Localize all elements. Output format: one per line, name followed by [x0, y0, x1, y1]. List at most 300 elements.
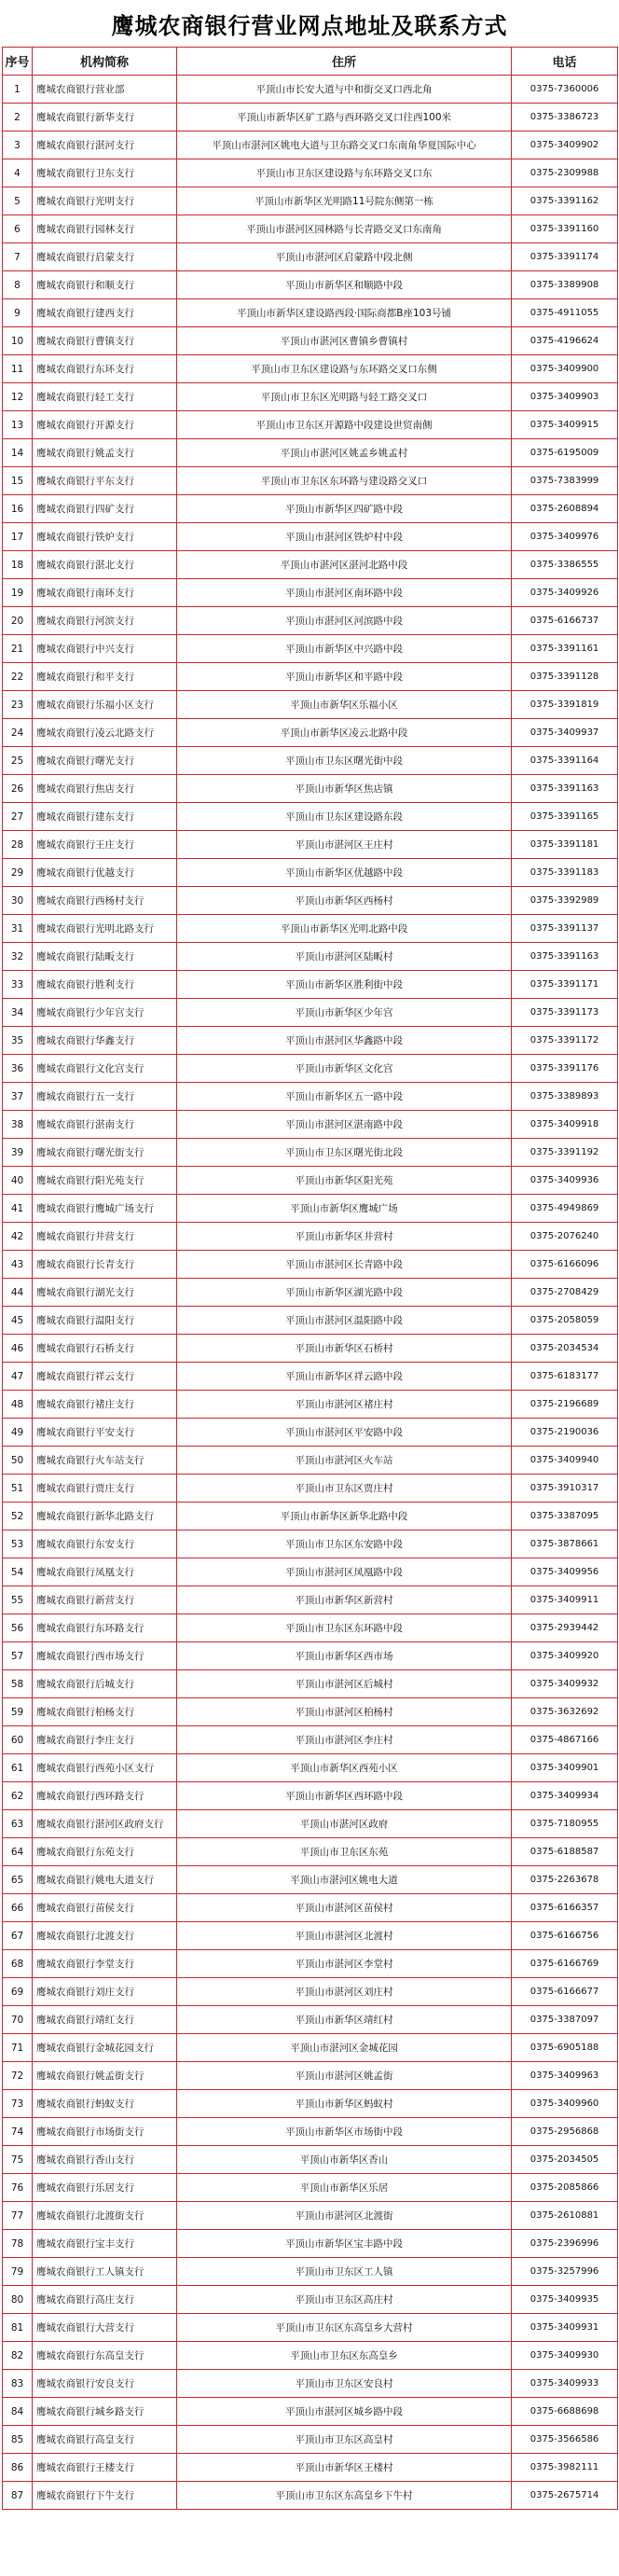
cell-branch-name: 鹰城农商银行优越支行 — [33, 859, 177, 887]
table-row — [3, 579, 618, 607]
table-row — [3, 2482, 618, 2510]
branch-table — [2, 47, 618, 2510]
cell-address: 平顶山市卫东区东环路与建设路交叉口 — [177, 467, 512, 495]
cell-index: 7 — [3, 243, 33, 271]
table-row — [3, 271, 618, 299]
cell-address: 平顶山市新华区和顺路中段 — [177, 271, 512, 299]
table-row — [3, 2006, 618, 2034]
cell-phone: 0375-2034534 — [512, 1335, 618, 1363]
cell-phone: 0375-3391192 — [512, 1139, 618, 1167]
cell-address: 平顶山市湛河区火车站 — [177, 1447, 512, 1475]
cell-address: 平顶山市湛河区城乡路中段 — [177, 2398, 512, 2426]
cell-index: 42 — [3, 1223, 33, 1251]
table-row — [3, 159, 618, 187]
cell-address: 平顶山市新华区宝丰路中段 — [177, 2230, 512, 2258]
table-row — [3, 1447, 618, 1475]
cell-address: 平顶山市新华区乐福小区 — [177, 691, 512, 719]
cell-branch-name: 鹰城农商银行火车站支行 — [33, 1447, 177, 1475]
cell-address: 平顶山市新华区文化宫 — [177, 1055, 512, 1083]
cell-branch-name: 鹰城农商银行井营支行 — [33, 1223, 177, 1251]
cell-branch-name: 鹰城农商银行北渡支行 — [33, 1922, 177, 1950]
cell-index: 58 — [3, 1670, 33, 1698]
cell-branch-name: 鹰城农商银行安良支行 — [33, 2370, 177, 2398]
cell-address: 平顶山市卫东区高皇村 — [177, 2426, 512, 2454]
cell-branch-name: 鹰城农商银行湛河区政府支行 — [33, 1810, 177, 1838]
cell-address: 平顶山市新华区焦店镇 — [177, 775, 512, 803]
cell-address: 平顶山市湛河区李庄村 — [177, 1726, 512, 1754]
page-title: 鹰城农商银行营业网点地址及联系方式 — [111, 12, 508, 39]
cell-address: 平顶山市湛河区姚孟乡姚孟村 — [177, 439, 512, 467]
cell-index: 71 — [3, 2034, 33, 2062]
cell-phone: 0375-3409937 — [512, 719, 618, 747]
cell-address: 平顶山市新华区建设路西段·国际商都B座103号铺 — [177, 299, 512, 327]
cell-address: 平顶山市新华区阳光苑 — [177, 1167, 512, 1195]
cell-address: 平顶山市新华区市场街中段 — [177, 2118, 512, 2146]
cell-branch-name: 鹰城农商银行工人镇支行 — [33, 2258, 177, 2286]
cell-branch-name: 鹰城农商银行五一支行 — [33, 1083, 177, 1111]
table-row — [3, 355, 618, 383]
cell-index: 72 — [3, 2062, 33, 2090]
cell-phone: 0375-3391160 — [512, 215, 618, 243]
cell-phone: 0375-3391128 — [512, 663, 618, 691]
cell-index: 35 — [3, 1027, 33, 1055]
table-row — [3, 411, 618, 439]
cell-branch-name: 鹰城农商银行凤凰支行 — [33, 1558, 177, 1586]
cell-address: 平顶山市湛河区启蒙路中段北侧 — [177, 243, 512, 271]
cell-address: 平顶山市新华区西杨村 — [177, 887, 512, 915]
cell-address: 平顶山市新华区鹰城广场 — [177, 1195, 512, 1223]
cell-branch-name: 鹰城农商银行鹰城广场支行 — [33, 1195, 177, 1223]
cell-index: 77 — [3, 2202, 33, 2230]
cell-branch-name: 鹰城农商银行金城花园支行 — [33, 2034, 177, 2062]
cell-address: 平顶山市湛河区柏杨村 — [177, 1698, 512, 1726]
cell-index: 33 — [3, 971, 33, 999]
cell-index: 78 — [3, 2230, 33, 2258]
table-row — [3, 1782, 618, 1810]
cell-phone: 0375-4949869 — [512, 1195, 618, 1223]
table-row — [3, 1670, 618, 1698]
cell-index: 4 — [3, 159, 33, 187]
cell-phone: 0375-6166677 — [512, 1978, 618, 2006]
table-row — [3, 1922, 618, 1950]
table-row — [3, 1307, 618, 1335]
table-row — [3, 2230, 618, 2258]
table-row — [3, 2090, 618, 2118]
cell-branch-name: 鹰城农商银行下牛支行 — [33, 2482, 177, 2510]
table-row — [3, 1586, 618, 1614]
cell-address: 平顶山市卫东区贾庄村 — [177, 1475, 512, 1503]
cell-phone: 0375-3386723 — [512, 104, 618, 132]
table-row — [3, 2258, 618, 2286]
cell-branch-name: 鹰城农商银行平安支行 — [33, 1419, 177, 1447]
cell-index: 19 — [3, 579, 33, 607]
cell-address: 平顶山市湛河区长青路中段 — [177, 1251, 512, 1279]
cell-phone: 0375-3257996 — [512, 2258, 618, 2286]
cell-index: 45 — [3, 1307, 33, 1335]
cell-branch-name: 鹰城农商银行高庄支行 — [33, 2286, 177, 2314]
cell-phone: 0375-3409901 — [512, 1754, 618, 1782]
cell-phone: 0375-6183177 — [512, 1363, 618, 1391]
cell-branch-name: 鹰城农商银行湛南支行 — [33, 1111, 177, 1139]
cell-index: 23 — [3, 691, 33, 719]
table-row — [3, 971, 618, 999]
cell-branch-name: 鹰城农商银行阳光苑支行 — [33, 1167, 177, 1195]
table-row — [3, 132, 618, 159]
table-row — [3, 747, 618, 775]
cell-address: 平顶山市湛河区北渡街 — [177, 2202, 512, 2230]
cell-phone: 0375-3391172 — [512, 1027, 618, 1055]
cell-phone: 0375-3391165 — [512, 803, 618, 831]
cell-address: 平顶山市卫东区建设路与东环路交叉口东侧 — [177, 355, 512, 383]
cell-phone: 0375-2263678 — [512, 1866, 618, 1894]
cell-phone: 0375-3409934 — [512, 1782, 618, 1810]
cell-branch-name: 鹰城农商银行曙光街支行 — [33, 1139, 177, 1167]
table-row — [3, 76, 618, 104]
cell-phone: 0375-3910317 — [512, 1475, 618, 1503]
cell-index: 54 — [3, 1558, 33, 1586]
cell-address: 平顶山市卫东区东高皇乡下牛村 — [177, 2482, 512, 2510]
table-row — [3, 1866, 618, 1894]
cell-phone: 0375-2196689 — [512, 1391, 618, 1419]
cell-index: 73 — [3, 2090, 33, 2118]
header-phone: 电话 — [512, 48, 618, 76]
cell-phone: 0375-3387095 — [512, 1503, 618, 1530]
cell-index: 17 — [3, 523, 33, 551]
cell-branch-name: 鹰城农商银行华鑫支行 — [33, 1027, 177, 1055]
table-row — [3, 1195, 618, 1223]
cell-index: 38 — [3, 1111, 33, 1139]
cell-index: 82 — [3, 2342, 33, 2370]
cell-address: 平顶山市新华区王楼村 — [177, 2454, 512, 2482]
cell-phone: 0375-2708429 — [512, 1279, 618, 1307]
cell-address: 平顶山市新华区光明路11号院东侧第一栋 — [177, 187, 512, 215]
table-row — [3, 2426, 618, 2454]
table-row — [3, 1279, 618, 1307]
cell-branch-name: 鹰城农商银行乐福小区支行 — [33, 691, 177, 719]
cell-branch-name: 鹰城农商银行城乡路支行 — [33, 2398, 177, 2426]
cell-phone: 0375-3982111 — [512, 2454, 618, 2482]
cell-index: 67 — [3, 1922, 33, 1950]
cell-index: 13 — [3, 411, 33, 439]
cell-index: 64 — [3, 1838, 33, 1866]
cell-address: 平顶山市湛河区北渡村 — [177, 1922, 512, 1950]
cell-index: 46 — [3, 1335, 33, 1363]
cell-branch-name: 鹰城农商银行石桥支行 — [33, 1335, 177, 1363]
cell-index: 50 — [3, 1447, 33, 1475]
cell-branch-name: 鹰城农商银行东高皇支行 — [33, 2342, 177, 2370]
cell-index: 52 — [3, 1503, 33, 1530]
cell-branch-name: 鹰城农商银行新营支行 — [33, 1586, 177, 1614]
cell-phone: 0375-3391163 — [512, 775, 618, 803]
cell-index: 87 — [3, 2482, 33, 2510]
cell-branch-name: 鹰城农商银行祥云支行 — [33, 1363, 177, 1391]
cell-branch-name: 鹰城农商银行凌云北路支行 — [33, 719, 177, 747]
cell-phone: 0375-3409902 — [512, 132, 618, 159]
cell-branch-name: 鹰城农商银行铁炉支行 — [33, 523, 177, 551]
cell-phone: 0375-3389908 — [512, 271, 618, 299]
cell-index: 68 — [3, 1950, 33, 1978]
cell-index: 5 — [3, 187, 33, 215]
cell-address: 平顶山市湛河区后城村 — [177, 1670, 512, 1698]
cell-address: 平顶山市卫东区曙光街北段 — [177, 1139, 512, 1167]
cell-address: 平顶山市新华区四矿路中段 — [177, 495, 512, 523]
cell-branch-name: 鹰城农商银行建东支行 — [33, 803, 177, 831]
header-name: 机构简称 — [33, 48, 177, 76]
cell-index: 56 — [3, 1614, 33, 1642]
cell-index: 69 — [3, 1978, 33, 2006]
cell-phone: 0375-7180955 — [512, 1810, 618, 1838]
table-row — [3, 2370, 618, 2398]
cell-address: 平顶山市湛河区园林路与长青路交叉口东南角 — [177, 215, 512, 243]
table-row — [3, 523, 618, 551]
cell-branch-name: 鹰城农商银行姚孟街支行 — [33, 2062, 177, 2090]
cell-address: 平顶山市湛河区王庄村 — [177, 831, 512, 859]
cell-address: 平顶山市长安大道与中和街交叉口西北角 — [177, 76, 512, 104]
table-row — [3, 104, 618, 132]
cell-phone: 0375-3409915 — [512, 411, 618, 439]
cell-address: 平顶山市湛河区姚孟街 — [177, 2062, 512, 2090]
cell-index: 47 — [3, 1363, 33, 1391]
cell-phone: 0375-3387097 — [512, 2006, 618, 2034]
cell-phone: 0375-3391176 — [512, 1055, 618, 1083]
table-row — [3, 1055, 618, 1083]
cell-phone: 0375-2309988 — [512, 159, 618, 187]
cell-phone: 0375-3391181 — [512, 831, 618, 859]
cell-address: 平顶山市湛河区姚电大道与卫东路交叉口东南角华夏国际中心 — [177, 132, 512, 159]
table-row — [3, 243, 618, 271]
table-row — [3, 859, 618, 887]
table-row — [3, 1558, 618, 1586]
cell-branch-name: 鹰城农商银行西杨村支行 — [33, 887, 177, 915]
cell-branch-name: 鹰城农商银行东苑支行 — [33, 1838, 177, 1866]
cell-branch-name: 鹰城农商银行高皇支行 — [33, 2426, 177, 2454]
table-row — [3, 1698, 618, 1726]
table-row — [3, 1838, 618, 1866]
table-row — [3, 215, 618, 243]
cell-branch-name: 鹰城农商银行园林支行 — [33, 215, 177, 243]
cell-address: 平顶山市湛河区平安路中段 — [177, 1419, 512, 1447]
cell-phone: 0375-2396996 — [512, 2230, 618, 2258]
cell-phone: 0375-2939442 — [512, 1614, 618, 1642]
table-row — [3, 467, 618, 495]
table-row — [3, 1335, 618, 1363]
cell-phone: 0375-3409933 — [512, 2370, 618, 2398]
cell-address: 平顶山市新华区凌云北路中段 — [177, 719, 512, 747]
cell-index: 57 — [3, 1642, 33, 1670]
cell-branch-name: 鹰城农商银行焦店支行 — [33, 775, 177, 803]
cell-phone: 0375-6166756 — [512, 1922, 618, 1950]
cell-branch-name: 鹰城农商银行新华支行 — [33, 104, 177, 132]
table-row — [3, 2174, 618, 2202]
cell-phone: 0375-3409932 — [512, 1670, 618, 1698]
cell-address: 平顶山市湛河区陆畈村 — [177, 943, 512, 971]
cell-branch-name: 鹰城农商银行姚电大道支行 — [33, 1866, 177, 1894]
table-row — [3, 1139, 618, 1167]
cell-branch-name: 鹰城农商银行和平支行 — [33, 663, 177, 691]
cell-branch-name: 鹰城农商银行文化宫支行 — [33, 1055, 177, 1083]
cell-index: 14 — [3, 439, 33, 467]
cell-address: 平顶山市新华区乐居 — [177, 2174, 512, 2202]
cell-address: 平顶山市湛河区湛南路中段 — [177, 1111, 512, 1139]
cell-phone: 0375-4911055 — [512, 299, 618, 327]
table-row — [3, 1530, 618, 1558]
table-row — [3, 551, 618, 579]
cell-branch-name: 鹰城农商银行四矿支行 — [33, 495, 177, 523]
cell-index: 75 — [3, 2146, 33, 2174]
cell-address: 平顶山市湛河区政府 — [177, 1810, 512, 1838]
table-row — [3, 327, 618, 355]
table-row — [3, 691, 618, 719]
cell-address: 平顶山市新华区石桥村 — [177, 1335, 512, 1363]
cell-phone: 0375-3566586 — [512, 2426, 618, 2454]
cell-index: 22 — [3, 663, 33, 691]
cell-address: 平顶山市卫东区建设路东段 — [177, 803, 512, 831]
table-row — [3, 2286, 618, 2314]
cell-branch-name: 鹰城农商银行温阳支行 — [33, 1307, 177, 1335]
cell-branch-name: 鹰城农商银行南环支行 — [33, 579, 177, 607]
table-body — [3, 76, 618, 2510]
cell-branch-name: 鹰城农商银行营业部 — [33, 76, 177, 104]
cell-index: 8 — [3, 271, 33, 299]
cell-index: 51 — [3, 1475, 33, 1503]
cell-index: 30 — [3, 887, 33, 915]
cell-address: 平顶山市湛河区铁炉村中段 — [177, 523, 512, 551]
cell-branch-name: 鹰城农商银行陆畈支行 — [33, 943, 177, 971]
table-row — [3, 299, 618, 327]
cell-index: 11 — [3, 355, 33, 383]
cell-index: 53 — [3, 1530, 33, 1558]
cell-address: 平顶山市卫东区工人镇 — [177, 2258, 512, 2286]
table-row — [3, 1419, 618, 1447]
cell-address: 平顶山市新华区西市场 — [177, 1642, 512, 1670]
cell-phone: 0375-2058059 — [512, 1307, 618, 1335]
cell-address: 平顶山市新华区香山 — [177, 2146, 512, 2174]
cell-branch-name: 鹰城农商银行光明北路支行 — [33, 915, 177, 943]
table-row — [3, 1810, 618, 1838]
cell-phone: 0375-3391163 — [512, 943, 618, 971]
cell-branch-name: 鹰城农商银行平东支行 — [33, 467, 177, 495]
cell-index: 9 — [3, 299, 33, 327]
cell-phone: 0375-3409935 — [512, 2286, 618, 2314]
cell-phone: 0375-3409960 — [512, 2090, 618, 2118]
table-row — [3, 2034, 618, 2062]
cell-index: 36 — [3, 1055, 33, 1083]
cell-branch-name: 鹰城农商银行西苑小区支行 — [33, 1754, 177, 1782]
cell-branch-name: 鹰城农商银行曹镇支行 — [33, 327, 177, 355]
cell-phone: 0375-2608894 — [512, 495, 618, 523]
cell-address: 平顶山市新华区和平路中段 — [177, 663, 512, 691]
cell-phone: 0375-3386555 — [512, 551, 618, 579]
cell-address: 平顶山市湛河区刘庄村 — [177, 1978, 512, 2006]
cell-branch-name: 鹰城农商银行湛北支行 — [33, 551, 177, 579]
cell-index: 2 — [3, 104, 33, 132]
cell-branch-name: 鹰城农商银行宝丰支行 — [33, 2230, 177, 2258]
cell-address: 平顶山市卫东区开源路中段建设世贸南侧 — [177, 411, 512, 439]
cell-branch-name: 鹰城农商银行乐居支行 — [33, 2174, 177, 2202]
cell-address: 平顶山市卫东区曙光街中段 — [177, 747, 512, 775]
cell-address: 平顶山市新华区矿工路与西环路交叉口往西100米 — [177, 104, 512, 132]
table-row — [3, 439, 618, 467]
cell-branch-name: 鹰城农商银行姚孟支行 — [33, 439, 177, 467]
cell-index: 12 — [3, 383, 33, 411]
cell-index: 31 — [3, 915, 33, 943]
cell-index: 10 — [3, 327, 33, 355]
cell-address: 平顶山市湛河区李堂村 — [177, 1950, 512, 1978]
table-row — [3, 2062, 618, 2090]
table-row — [3, 2454, 618, 2482]
cell-phone: 0375-6166357 — [512, 1894, 618, 1922]
cell-index: 83 — [3, 2370, 33, 2398]
table-row — [3, 2118, 618, 2146]
cell-phone: 0375-3391819 — [512, 691, 618, 719]
cell-phone: 0375-3391164 — [512, 747, 618, 775]
cell-branch-name: 鹰城农商银行刘庄支行 — [33, 1978, 177, 2006]
cell-branch-name: 鹰城农商银行王庄支行 — [33, 831, 177, 859]
cell-phone: 0375-3409911 — [512, 1586, 618, 1614]
cell-branch-name: 鹰城农商银行蚂蚁支行 — [33, 2090, 177, 2118]
table-row — [3, 635, 618, 663]
cell-index: 55 — [3, 1586, 33, 1614]
cell-address: 平顶山市卫东区东环路中段 — [177, 1614, 512, 1642]
cell-phone: 0375-6188587 — [512, 1838, 618, 1866]
table-row — [3, 1950, 618, 1978]
cell-index: 70 — [3, 2006, 33, 2034]
cell-address: 平顶山市湛河区华鑫路中段 — [177, 1027, 512, 1055]
cell-branch-name: 鹰城农商银行河滨支行 — [33, 607, 177, 635]
cell-index: 15 — [3, 467, 33, 495]
cell-index: 26 — [3, 775, 33, 803]
cell-branch-name: 鹰城农商银行湛河支行 — [33, 132, 177, 159]
cell-phone: 0375-6195009 — [512, 439, 618, 467]
cell-address: 平顶山市湛河区凤凰路中段 — [177, 1558, 512, 1586]
cell-index: 49 — [3, 1419, 33, 1447]
cell-phone: 0375-3391162 — [512, 187, 618, 215]
table-row — [3, 1083, 618, 1111]
table-header-row — [3, 48, 618, 76]
table-row — [3, 1363, 618, 1391]
table-row — [3, 831, 618, 859]
cell-branch-name: 鹰城农商银行少年宫支行 — [33, 999, 177, 1027]
cell-address: 平顶山市湛河区苗侯村 — [177, 1894, 512, 1922]
cell-branch-name: 鹰城农商银行长青支行 — [33, 1251, 177, 1279]
cell-branch-name: 鹰城农商银行西市场支行 — [33, 1642, 177, 1670]
cell-branch-name: 鹰城农商银行东环支行 — [33, 355, 177, 383]
cell-index: 6 — [3, 215, 33, 243]
cell-index: 41 — [3, 1195, 33, 1223]
cell-phone: 0375-3409930 — [512, 2342, 618, 2370]
header-address: 住所 — [177, 48, 512, 76]
cell-index: 48 — [3, 1391, 33, 1419]
cell-index: 74 — [3, 2118, 33, 2146]
cell-phone: 0375-2076240 — [512, 1223, 618, 1251]
table-row — [3, 2146, 618, 2174]
table-row — [3, 187, 618, 215]
cell-address: 平顶山市卫东区安良村 — [177, 2370, 512, 2398]
table-row — [3, 1111, 618, 1139]
cell-index: 86 — [3, 2454, 33, 2482]
cell-branch-name: 鹰城农商银行西环路支行 — [33, 1782, 177, 1810]
cell-address: 平顶山市卫东区东高皇乡大营村 — [177, 2314, 512, 2342]
header-index: 序号 — [3, 48, 33, 76]
cell-branch-name: 鹰城农商银行市场街支行 — [33, 2118, 177, 2146]
cell-index: 62 — [3, 1782, 33, 1810]
table-row — [3, 2202, 618, 2230]
cell-address: 平顶山市卫东区东苑 — [177, 1838, 512, 1866]
table-row — [3, 775, 618, 803]
cell-address: 平顶山市新华区湖光路中段 — [177, 1279, 512, 1307]
cell-branch-name: 鹰城农商银行大营支行 — [33, 2314, 177, 2342]
cell-address: 平顶山市新华区井营村 — [177, 1223, 512, 1251]
